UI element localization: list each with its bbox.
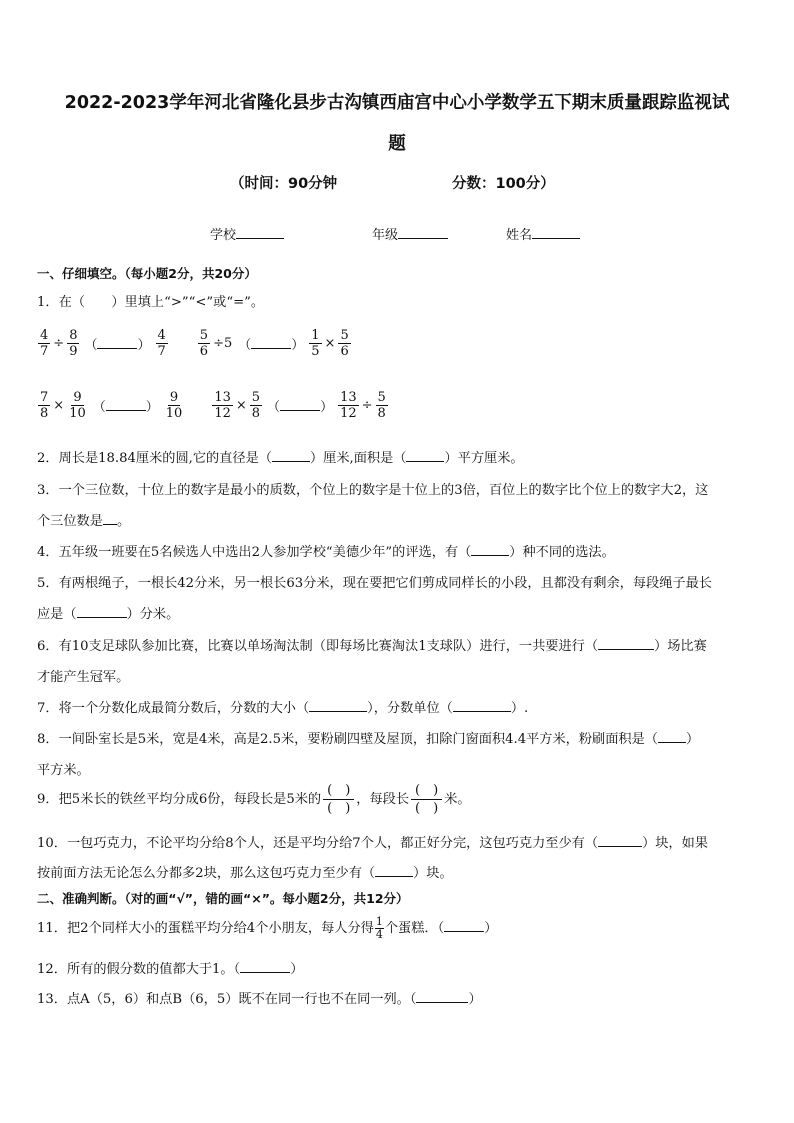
answer-blank[interactable]	[598, 637, 654, 650]
fraction-blank[interactable]: $\frac{( )}{( )}$	[323, 782, 354, 817]
answer-blank[interactable]	[416, 990, 468, 1003]
fraction: $\frac{5}{6}$	[199, 328, 209, 359]
question-7: 7．将一个分数化成最简分数后，分数的大小（ ），分数单位（ ）.	[37, 701, 529, 716]
grade-blank[interactable]	[398, 225, 448, 239]
fraction: $\frac{7}{8}$	[40, 390, 49, 421]
fraction: $\frac{5}{8}$	[377, 390, 386, 421]
section1-heading: 一、仔细填空。（每小题2分，共20分）	[37, 266, 257, 281]
question-8-line1: 8．一间卧室长是5米，宽是4米，高是2.5米，要粉刷四壁及屋顶，扣除门窗面积4.4平方米，粉刷面积是（ ）	[37, 732, 700, 747]
question-3-line1: 3．一个三位数，十位上的数字是最小的质数，个位上的数字是十位上的3倍，百位上的数字比个位上的数字大2，这	[37, 483, 709, 498]
fraction: $\frac{4}{7}$	[157, 328, 166, 359]
question-10-line2: 按前面方法无论怎么分都多2块，那么这包巧克力至少有（ ）块。	[37, 866, 453, 881]
question-4: 4．五年级一班要在5名候选人中选出2人参加学校“美德少年”的评选，有（ ）种不同的选法。	[37, 545, 615, 560]
answer-blank[interactable]	[280, 398, 320, 411]
answer-blank[interactable]	[97, 336, 137, 349]
question-3-line2: 个三位数是 。	[37, 514, 131, 529]
fraction: $\frac{9}{10}$	[165, 390, 183, 421]
fraction: $\frac{9}{10}$	[69, 390, 86, 421]
question-13: 13．点A（5，6）和点B（6，5）既不在同一行也不在同一列。（ ）	[37, 992, 482, 1007]
q1-row-2: $\frac{7}{8}$ × $\frac{9}{10}$ （ ） $\frac{9}{10}$ $\frac{13}{12}$ × $\frac{5}{8}$ （ ） $\frac{13}{12}$ ÷ $\frac{5}{8}$	[40, 390, 386, 421]
answer-blank[interactable]	[471, 543, 509, 556]
answer-blank[interactable]	[272, 449, 310, 462]
name-blank[interactable]	[532, 225, 580, 239]
fraction: $\frac{5}{8}$	[251, 390, 261, 421]
fraction: $\frac{4}{7}$	[40, 328, 49, 359]
answer-blank[interactable]	[658, 730, 686, 743]
question-1: 1．在（ ）里填上“>”“<”或“=”。	[37, 295, 265, 310]
score-label: 分数：100分）	[452, 176, 555, 192]
answer-blank[interactable]	[406, 449, 444, 462]
q1-row-1: $\frac{4}{7}$ ÷ $\frac{8}{9}$ （ ） $\frac{4}{7}$ $\frac{5}{6}$ ÷5 （ ） $\frac{1}{5}$ × $\frac{5}{6}$	[40, 328, 349, 359]
name-label: 姓名	[506, 228, 533, 243]
answer-blank[interactable]	[106, 398, 146, 411]
answer-blank[interactable]	[598, 834, 642, 847]
exam-title-line2: 题	[388, 134, 406, 154]
question-12: 12．所有的假分数的值都大于1。（ ）	[37, 962, 304, 977]
question-5-line2: 应是（ ）分米。	[37, 607, 180, 622]
answer-blank[interactable]	[453, 699, 511, 712]
question-6-line2: 才能产生冠军。	[37, 670, 130, 685]
answer-blank[interactable]	[309, 699, 367, 712]
fraction-blank[interactable]: $\frac{( )}{( )}$	[411, 782, 442, 817]
school-blank[interactable]	[236, 225, 284, 239]
fraction: $\frac{5}{6}$	[340, 328, 349, 359]
fraction: $\frac{8}{9}$	[69, 328, 78, 359]
answer-blank[interactable]	[251, 336, 291, 349]
section2-heading: 二、准确判断。（对的画“√”，错的画“×”。每小题2分，共12分）	[37, 891, 409, 906]
question-5-line1: 5．有两根绳子，一根长42分米，另一根长63分米，现在要把它们剪成同样长的小段，且都没有剩余，每段绳子最长	[37, 576, 712, 591]
school-label: 学校	[210, 228, 237, 243]
question-6-line1: 6．有10支足球队参加比赛，比赛以单场淘汰制（即每场比赛淘汰1支球队）进行，一共要进行（ ）场比赛	[37, 639, 707, 654]
grade-label: 年级	[372, 228, 399, 243]
fraction: $\frac{13}{12}$	[340, 390, 357, 421]
exam-title-line1: 2022-2023学年河北省隆化县步古沟镇西庙宫中心小学数学五下期末质量跟踪监视试	[64, 93, 730, 113]
time-label: （时间：90分钟	[230, 176, 338, 192]
answer-blank[interactable]	[444, 919, 484, 932]
question-8-line2: 平方米。	[37, 763, 90, 778]
answer-blank[interactable]	[77, 605, 127, 618]
question-2: 2．周长是18.84厘米的圆,它的直径是（ ）厘米,面积是（ ）平方厘米。	[37, 451, 524, 466]
fraction: $\frac{1}{5}$	[311, 328, 320, 359]
fraction: $\frac{1}{4}$	[375, 915, 383, 941]
question-10-line1: 10．一包巧克力，不论平均分给8个人，还是平均分给7个人，都正好分完，这包巧克力至少有（ ）块，如果	[37, 836, 708, 851]
question-9: 9．把5米长的铁丝平均分成6份，每段长是5米的 $\frac{( )}{( )}$ ，每段长 $\frac{( )}{( )}$ 米。	[37, 783, 471, 816]
answer-blank[interactable]	[240, 960, 290, 973]
fraction: $\frac{13}{12}$	[214, 390, 231, 421]
answer-blank[interactable]	[103, 512, 117, 525]
answer-blank[interactable]	[375, 864, 413, 877]
question-11: 11．把2个同样大小的蛋糕平均分给4个小朋友，每人分得 $\frac{1}{4}$ 个蛋糕．（ ）	[37, 915, 498, 941]
